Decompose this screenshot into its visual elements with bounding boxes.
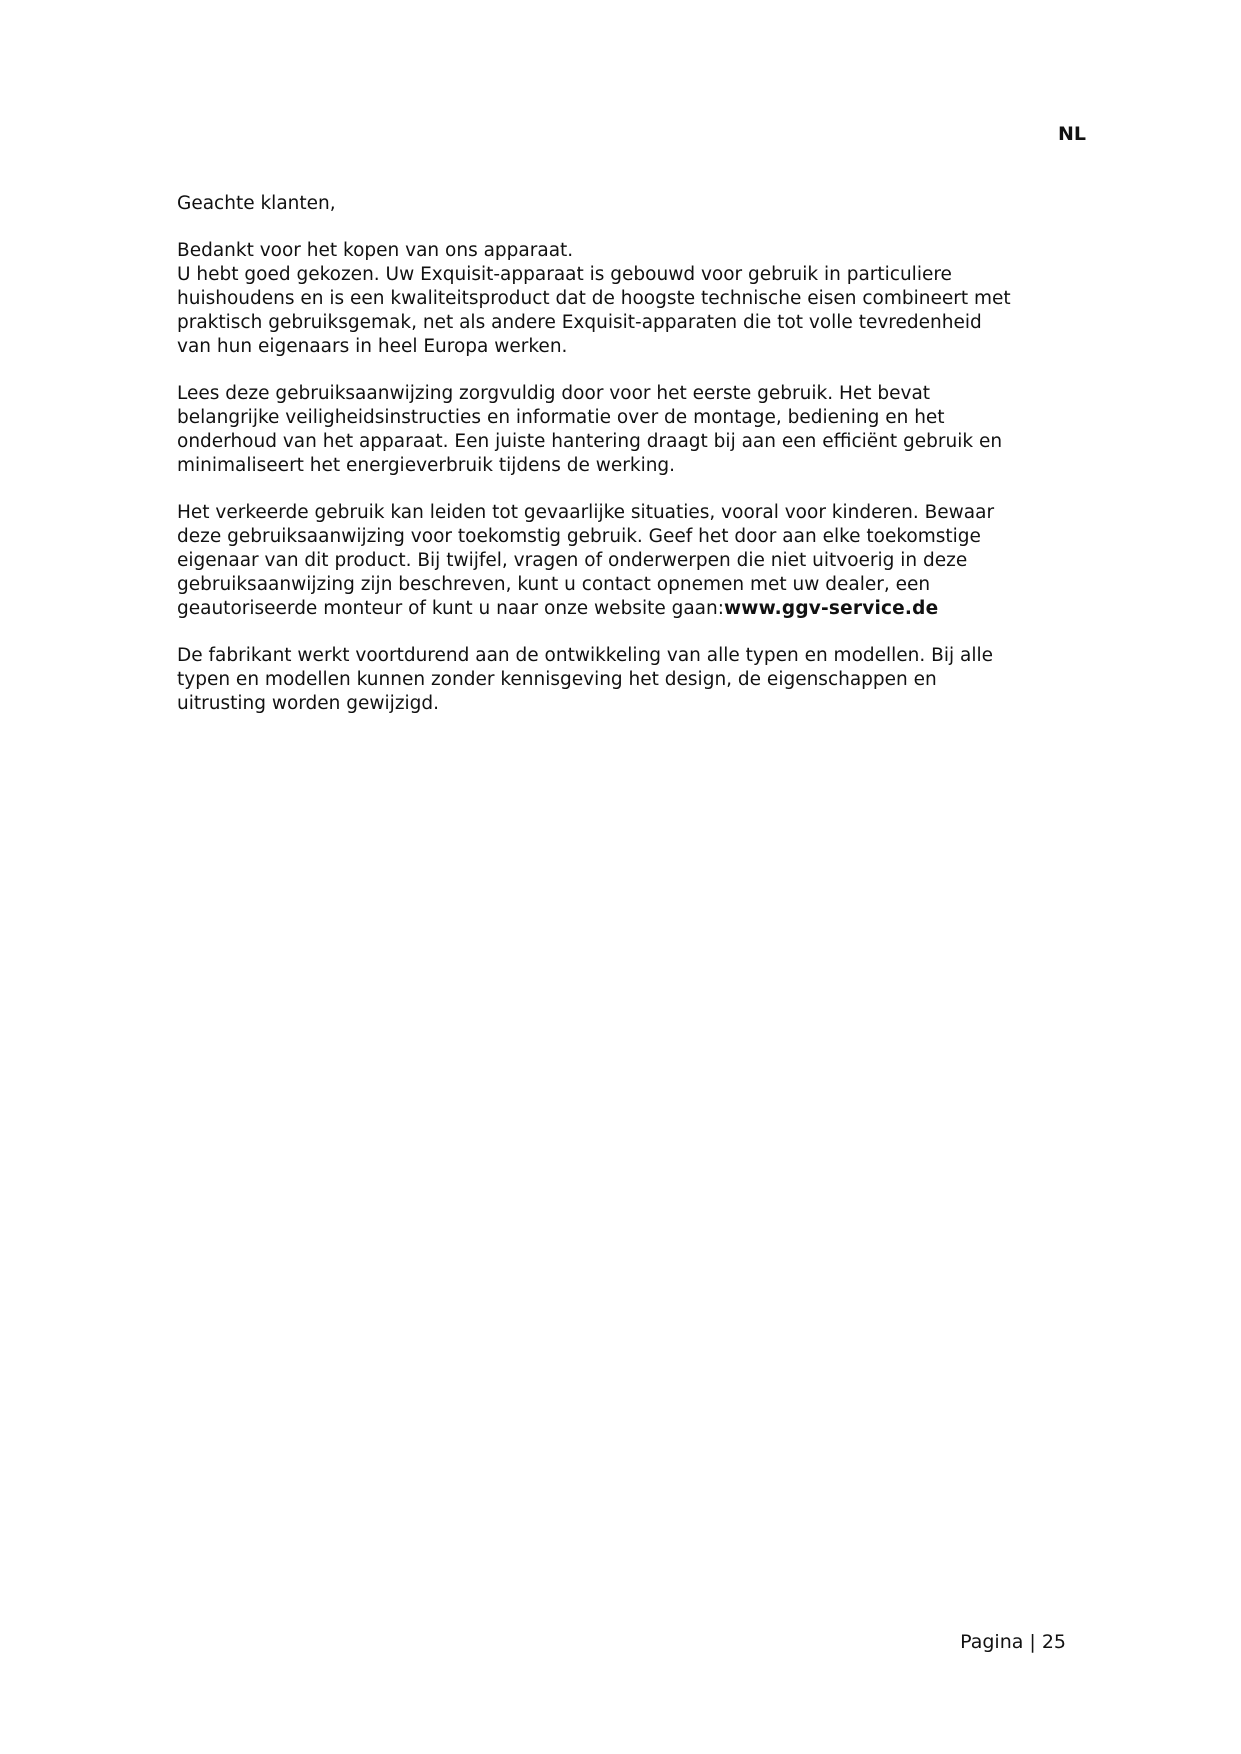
paragraph-line: onderhoud van het apparaat. Een juiste hantering draagt bij aan een efficiënt gebruik en (177, 431, 1003, 452)
paragraph-line: Bedankt voor het kopen van ons apparaat. (177, 240, 574, 261)
paragraph-line: Lees deze gebruiksaanwijzing zorgvuldig door voor het eerste gebruik. Het bevat (177, 383, 931, 404)
page-footer (860, 1630, 1066, 1654)
paragraph-line: Het verkeerde gebruik kan leiden tot gevaarlijke situaties, vooral voor kinderen. Bewaar (177, 502, 995, 523)
paragraph-line: huishoudens en is een kwaliteitsproduct dat de hoogste technische eisen combineert met (177, 288, 1011, 309)
page-number: 25 (1041, 1631, 1066, 1653)
page-separator: | (1029, 1631, 1036, 1653)
paragraph-line: gebruiksaanwijzing zijn beschreven, kunt u contact opnemen met uw dealer, een (177, 574, 931, 595)
paragraph-read-manual (177, 382, 1077, 478)
paragraph-line: eigenaar van dit product. Bij twijfel, vragen of onderwerpen die niet uitvoerig in deze (177, 550, 968, 571)
website-link[interactable]: www.ggv-service.de (723, 598, 939, 619)
paragraph-line: deze gebruiksaanwijzing voor toekomstig gebruik. Geef het door aan elke toekomstige (177, 526, 981, 547)
paragraph-manufacturer (177, 644, 1077, 716)
paragraph-line: uitrusting worden gewijzigd. (177, 693, 440, 714)
letter-body (177, 192, 1077, 716)
paragraph-line-with-link (177, 597, 1077, 621)
paragraph-line: belangrijke veiligheidsinstructies en informatie over de montage, bediening en het (177, 407, 945, 428)
paragraph-line-text: geautoriseerde monteur of kunt u naar onze website gaan: (177, 598, 724, 619)
paragraph-intro (177, 239, 1077, 359)
paragraph-line: praktisch gebruiksgemak, net als andere Exquisit-apparaten die tot volle tevredenheid (177, 312, 982, 333)
paragraph-warning (177, 501, 1077, 621)
paragraph-line: van hun eigenaars in heel Europa werken. (177, 336, 568, 357)
page-label: Pagina (960, 1631, 1024, 1653)
paragraph-line: minimaliseert het energieverbruik tijdens de werking. (177, 455, 676, 476)
paragraph-line: typen en modellen kunnen zonder kennisgeving het design, de eigenschappen en (177, 669, 937, 690)
salutation (177, 192, 1077, 216)
paragraph-line: U hebt goed gekozen. Uw Exquisit-apparaat is gebouwd voor gebruik in particuliere (177, 264, 952, 285)
paragraph-line: De fabrikant werkt voortdurend aan de ontwikkeling van alle typen en modellen. Bij alle (177, 645, 994, 666)
salutation-text: Geachte klanten, (177, 193, 336, 214)
language-code: NL (1057, 123, 1086, 145)
